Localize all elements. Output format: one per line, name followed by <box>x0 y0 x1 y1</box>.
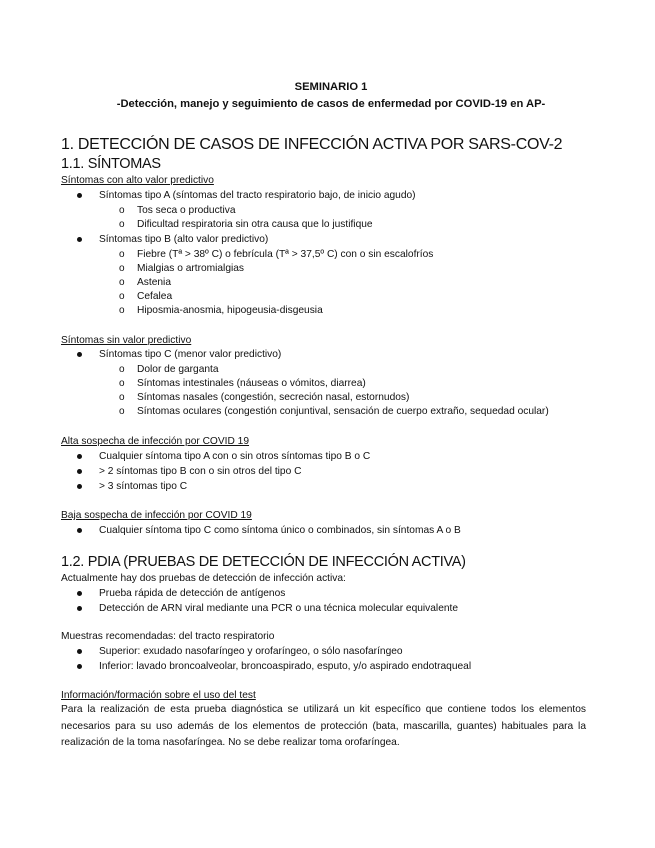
bullet-dot <box>77 664 82 669</box>
bullet-dot <box>77 484 82 489</box>
sub-bullet-marker: o <box>119 205 125 216</box>
subsection-heading-sintomas: 1.1. SÍNTOMAS <box>61 156 161 172</box>
sub-bullet-marker: o <box>119 291 125 302</box>
sub-bullet-marker: o <box>119 364 125 375</box>
sub-bullet-marker: o <box>119 249 125 260</box>
document-title: SEMINARIO 1 <box>294 81 368 93</box>
label-low-suspicion: Baja sospecha de infección por COVID 19 <box>61 510 252 521</box>
sub-bullet-marker: o <box>119 219 125 230</box>
bullet-dot <box>77 193 82 198</box>
sub-bullet-marker: o <box>119 406 125 417</box>
label-info: Información/formación sobre el uso del test <box>61 690 256 701</box>
sub-bullet-marker: o <box>119 277 125 288</box>
sub-bullet-marker: o <box>119 392 125 403</box>
bullet-dot <box>77 606 82 611</box>
section-heading-1: 1. DETECCIÓN DE CASOS DE INFECCIÓN ACTIVA POR SARS-COV-2 <box>61 136 563 153</box>
bullet-dot <box>77 528 82 533</box>
title-block <box>61 79 601 113</box>
document-subtitle: -Detección, manejo y seguimiento de casos de enfermedad por COVID-19 en AP- <box>116 98 546 110</box>
pdia-intro: Actualmente hay dos pruebas de detección de infección activa: <box>61 573 346 584</box>
bullet-dot <box>77 454 82 459</box>
bullet-dot <box>77 237 82 242</box>
sub-bullet-marker: o <box>119 378 125 389</box>
sub-bullet-marker: o <box>119 305 125 316</box>
bullet-dot <box>77 591 82 596</box>
samples-label: Muestras recomendadas: del tracto respiratorio <box>61 631 275 642</box>
info-paragraph: Para la realización de esta prueba diagnóstica se utilizará un kit específico que contiene todos los elementos necesarios para su uso además de los elementos de protección (bata, mascarilla, guantes) habituales para la realización de la toma nasofaríngea. No se debe realizar toma orofaríngea. <box>61 704 586 748</box>
label-no-value: Síntomas sin valor predictivo <box>61 335 192 346</box>
label-high-suspicion: Alta sospecha de infección por COVID 19 <box>61 436 250 447</box>
bullet-dot <box>77 352 82 357</box>
label-high-value: Síntomas con alto valor predictivo <box>61 175 214 186</box>
bullet-dot <box>77 649 82 654</box>
subsection-heading-pdia: 1.2. PDIA (PRUEBAS DE DETECCIÓN DE INFECCIÓN ACTIVA) <box>61 554 466 570</box>
sub-bullet-marker: o <box>119 263 125 274</box>
bullet-dot <box>77 469 82 474</box>
